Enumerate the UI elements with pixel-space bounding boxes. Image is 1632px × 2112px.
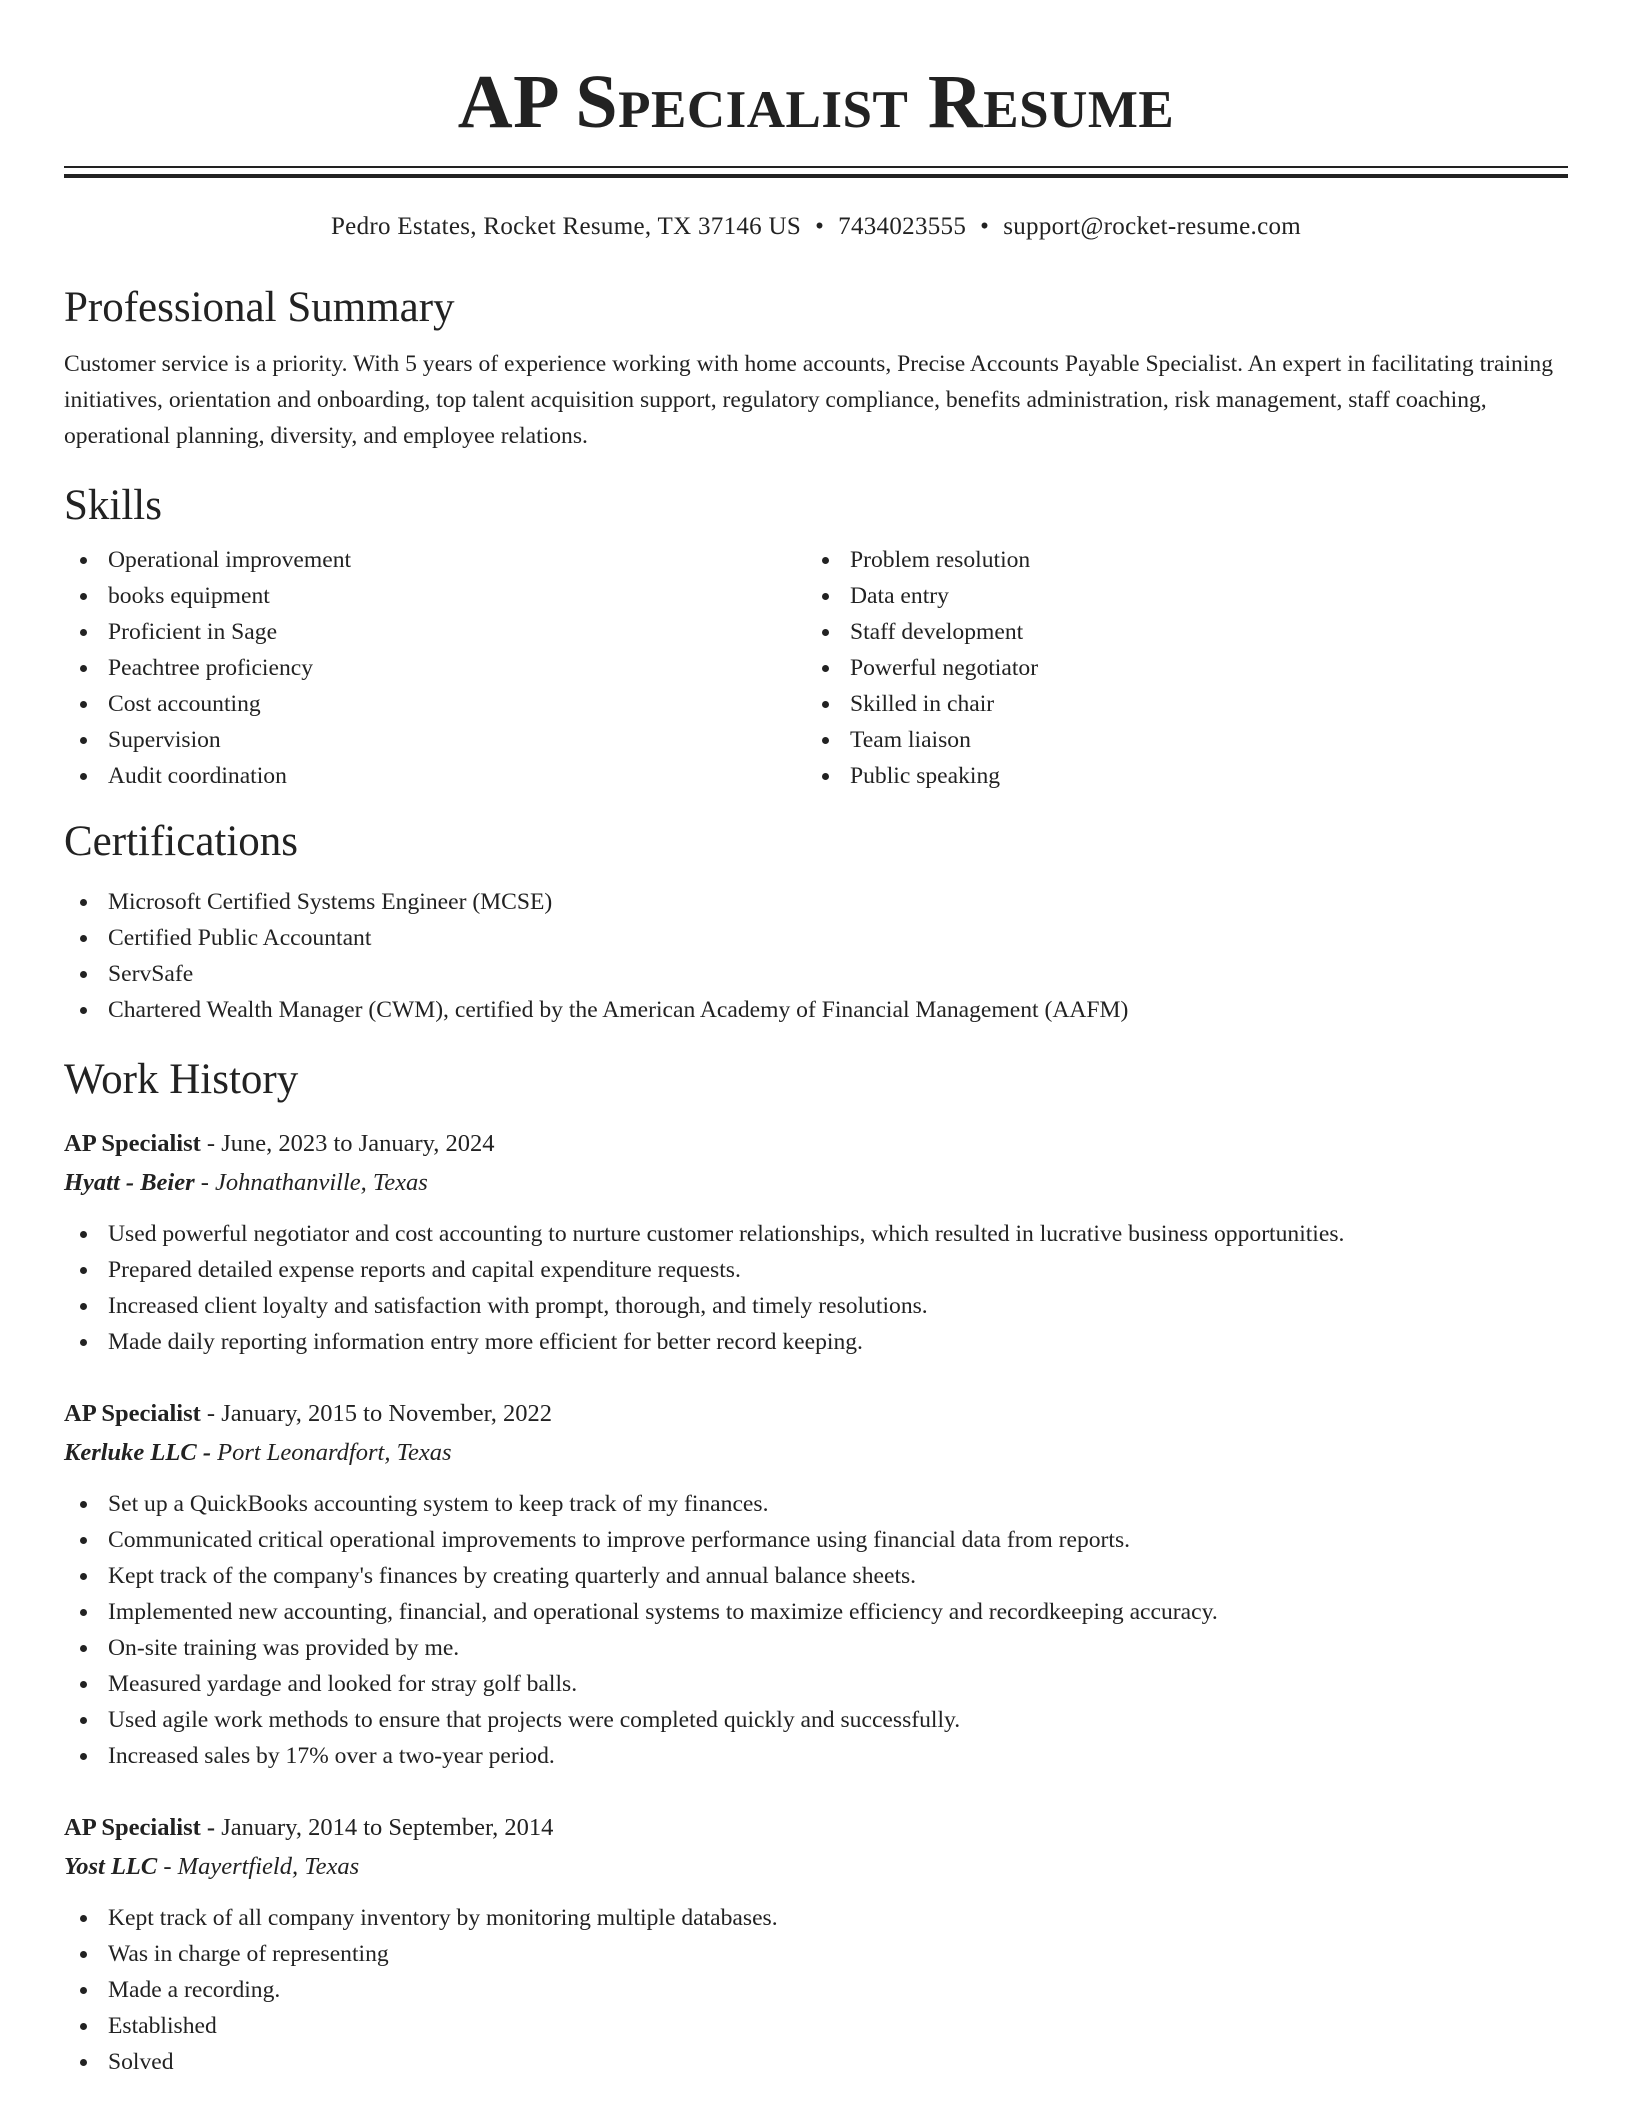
job-bullet: Used agile work methods to ensure that projects were completed quickly and successfully.: [64, 1702, 1568, 1738]
summary-text: Customer service is a priority. With 5 years of experience working with home accounts, Precise Accounts Payable Specialist. An expert in facilitating training initiatives, orientation and onboarding, top talent acquisition support, regulatory compliance, benefits administration, risk management, staff coaching, operational planning, diversity, and employee relations.: [64, 351, 1553, 449]
skill-item: Powerful negotiator: [806, 650, 1548, 686]
job-bullet: Established: [64, 2008, 1568, 2044]
job-entry: [64, 1124, 1568, 1360]
skill-item: Operational improvement: [64, 542, 806, 578]
job-bullets: [64, 1486, 1568, 1774]
skill-item: Proficient in Sage: [64, 614, 806, 650]
job-location: - Mayertfield, Texas: [157, 1853, 360, 1880]
job-title: AP Specialist -: [64, 1814, 222, 1841]
job-bullets: [64, 1216, 1568, 1360]
resume-title: AP Specialist Resume: [457, 60, 1175, 144]
job-bullet: Increased sales by 17% over a two-year period.: [64, 1738, 1568, 1774]
skill-item: Cost accounting: [64, 686, 806, 722]
job-bullets: [64, 1900, 1568, 2080]
section-heading-certifications: Certifications: [64, 818, 299, 865]
certification-item: ServSafe: [64, 956, 1568, 992]
section-heading-work-history: Work History: [64, 1056, 299, 1103]
skill-item: Data entry: [806, 578, 1548, 614]
skill-item: Public speaking: [806, 758, 1548, 794]
contact-separator: •: [980, 213, 990, 240]
job-bullet: On-site training was provided by me.: [64, 1630, 1568, 1666]
title-divider-top: [64, 166, 1568, 168]
job-company-line: [64, 1164, 1568, 1202]
title-divider-bottom: [64, 174, 1568, 178]
job-company: Yost LLC: [64, 1853, 158, 1880]
job-company-line: [64, 1434, 1568, 1472]
contact-phone: 7434023555: [838, 213, 967, 240]
job-bullet: Was in charge of representing: [64, 1936, 1568, 1972]
skill-item: Peachtree proficiency: [64, 650, 806, 686]
skill-item: Supervision: [64, 722, 806, 758]
job-bullet: Communicated critical operational improvements to improve performance using financial data from reports.: [64, 1522, 1568, 1558]
certification-item: Certified Public Accountant: [64, 920, 1568, 956]
contact-address: Pedro Estates, Rocket Resume, TX 37146 US: [330, 213, 802, 240]
job-dates: January, 2014 to September, 2014: [221, 1814, 554, 1841]
job-title-line: [64, 1394, 1568, 1434]
job-bullet: Measured yardage and looked for stray golf balls.: [64, 1666, 1568, 1702]
skill-item: Staff development: [806, 614, 1548, 650]
skill-item: Team liaison: [806, 722, 1548, 758]
certification-item: Chartered Wealth Manager (CWM), certified by the American Academy of Financial Management (AAFM): [64, 992, 1568, 1028]
job-location: Port Leonardfort, Texas: [217, 1439, 452, 1466]
certification-item: Microsoft Certified Systems Engineer (MCSE): [64, 884, 1568, 920]
job-location: - Johnathanville, Texas: [194, 1169, 428, 1196]
skill-item: Skilled in chair: [806, 686, 1548, 722]
job-bullet: Kept track of all company inventory by monitoring multiple databases.: [64, 1900, 1568, 1936]
job-entry: [64, 1808, 1568, 2080]
section-heading-skills: Skills: [64, 482, 162, 529]
job-bullet: Kept track of the company's finances by creating quarterly and annual balance sheets.: [64, 1558, 1568, 1594]
skills-list-left: [64, 542, 806, 794]
skill-item: Audit coordination: [64, 758, 806, 794]
job-company-line: [64, 1848, 1568, 1886]
job-bullet: Set up a QuickBooks accounting system to keep track of my finances.: [64, 1486, 1568, 1522]
skill-item: books equipment: [64, 578, 806, 614]
skill-item: Problem resolution: [806, 542, 1548, 578]
job-title: AP Specialist: [64, 1130, 201, 1157]
resume-page: [64, 0, 1568, 2080]
certifications-list: [64, 884, 1568, 1028]
skills-columns: [64, 542, 1568, 794]
job-bullet: Implemented new accounting, financial, and operational systems to maximize efficiency and recordkeeping accuracy.: [64, 1594, 1568, 1630]
job-bullet: Made daily reporting information entry more efficient for better record keeping.: [64, 1324, 1568, 1360]
job-dates: - June, 2023 to January, 2024: [200, 1130, 495, 1157]
job-title-line: [64, 1808, 1568, 1848]
job-bullet: Solved: [64, 2044, 1568, 2080]
contact-line: [64, 210, 1568, 244]
job-bullet: Increased client loyalty and satisfaction with prompt, thorough, and timely resolutions.: [64, 1288, 1568, 1324]
job-entry: [64, 1394, 1568, 1774]
job-title: AP Specialist: [64, 1400, 201, 1427]
job-company: Kerluke LLC -: [64, 1439, 218, 1466]
job-bullet: Prepared detailed expense reports and capital expenditure requests.: [64, 1252, 1568, 1288]
contact-email: support@rocket-resume.com: [1003, 213, 1302, 240]
job-company: Hyatt - Beier: [64, 1169, 195, 1196]
job-bullet: Used powerful negotiator and cost accounting to nurture customer relationships, which resulted in lucrative business opportunities.: [64, 1216, 1568, 1252]
contact-separator: •: [815, 213, 825, 240]
job-bullet: Made a recording.: [64, 1972, 1568, 2008]
job-dates: - January, 2015 to November, 2022: [200, 1400, 553, 1427]
skills-list-right: [806, 542, 1548, 794]
section-heading-summary: Professional Summary: [64, 284, 455, 331]
job-title-line: [64, 1124, 1568, 1164]
